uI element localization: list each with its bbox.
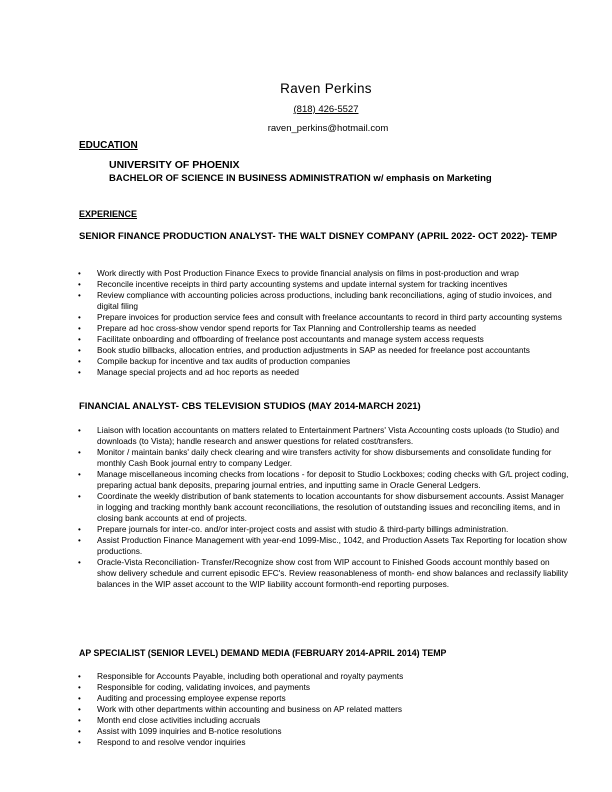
- list-item: • Monitor / maintain banks' daily check clearing and wire transfers activity for show disbursements and consolidate funding for monthly Cash Book journal entry to company Ledger.: [78, 447, 552, 468]
- list-item: • Prepare journals for inter-co. and/or inter-project costs and assist with studio & third-party billings administration.: [78, 524, 509, 534]
- list-item: • Liaison with location accountants on matters related to Entertainment Partners' Vista Accounting costs uploads (to Studio) and downloads (to Vista); handle research and answer questions for related cost/transfers.: [78, 425, 560, 446]
- list-item: • Responsible for coding, validating invoices, and payments: [78, 682, 311, 692]
- job-bullets-demand-media: [0, 671, 571, 748]
- list-item: • Book studio billbacks, allocation entries, and production adjustments in SAP as needed for freelance post accountants: [78, 345, 530, 355]
- job-title-demand-media: AP SPECIALIST (SENIOR LEVEL) DEMAND MEDIA (FEBRUARY 2014-APRIL 2014) TEMP: [79, 648, 447, 658]
- list-item: • Work with other departments within accounting and business on AP related matters: [78, 704, 402, 714]
- list-item: • Prepare invoices for production service fees and consult with freelance accountants to record in third party accounting systems: [78, 312, 562, 322]
- job-title-cbs: FINANCIAL ANALYST- CBS TELEVISION STUDIOS (MAY 2014-MARCH 2021): [79, 401, 421, 412]
- list-item: • Month end close activities including accruals: [78, 715, 261, 725]
- candidate-name: Raven Perkins: [280, 81, 372, 96]
- list-item: • Assist with 1099 inquiries and B-notice resolutions: [78, 726, 282, 736]
- job-title-disney: SENIOR FINANCE PRODUCTION ANALYST- THE WALT DISNEY COMPANY (APRIL 2022- OCT 2022)- TEMP: [79, 231, 558, 242]
- list-item: • Facilitate onboarding and offboarding of freelance post accountants and manage system access requests: [78, 334, 484, 344]
- education-heading: EDUCATION: [79, 140, 138, 151]
- list-item: • Work directly with Post Production Finance Execs to provide financial analysis on films in post-production and wrap: [78, 268, 519, 278]
- list-item: • Assist Production Finance Management with year-end 1099-Misc., 1042, and Production Assets Tax Reporting for location show productions.: [78, 535, 567, 556]
- list-item: • Auditing and processing employee expense reports: [78, 693, 286, 703]
- list-item: • Review compliance with accounting policies across productions, including bank reconciliations, aging of studio invoices, and digital filing: [78, 290, 552, 311]
- list-item: • Compile backup for incentive and tax audits of production companies: [78, 356, 351, 366]
- school-name: UNIVERSITY OF PHOENIX: [109, 159, 240, 171]
- list-item: • Responsible for Accounts Payable, including both operational and royalty payments: [78, 671, 404, 681]
- list-item: • Manage miscellaneous incoming checks from locations - for deposit to Studio Lockboxes; coding checks with G/L project coding, preparing actual bank deposits, preparing journal entries, and inputting same in Oracle General Ledgers.: [78, 469, 569, 490]
- experience-heading: EXPERIENCE: [79, 209, 138, 219]
- degree-name: BACHELOR OF SCIENCE IN BUSINESS ADMINISTRATION w/ emphasis on Marketing: [109, 173, 492, 184]
- list-item: • Manage special projects and ad hoc reports as needed: [78, 367, 300, 377]
- phone-link[interactable]: (818) 426-5527: [293, 104, 359, 115]
- list-item: • Reconcile incentive receipts in third party accounting systems and update internal system for tracking incentives: [78, 279, 508, 289]
- list-item: • Coordinate the weekly distribution of bank statements to location accountants for show disbursement accounts. Assist Manager in logging and tracking monthly bank account reconciliations, the resolution of outstanding issues and reconciling items, and in closing bank accounts at end of projects.: [78, 491, 564, 523]
- list-item: • Respond to and resolve vendor inquiries: [78, 737, 246, 747]
- job-bullets-disney: [0, 268, 571, 378]
- list-item: • Prepare ad hoc cross-show vendor spend reports for Tax Planning and Controllership teams as needed: [78, 323, 476, 333]
- list-item: • Oracle-Vista Reconciliation- Transfer/Recognize show cost from WIP account to Finished Goods account monthly based on show delivery schedule and current episodic EFC's. Review reasonableness of month- end show balances and reclassify liability balances in the WIP asset account to the WIP liability account formonth-end reporting purposes.: [78, 557, 569, 589]
- job-bullets-cbs: [0, 425, 571, 590]
- email-text: raven_perkins@hotmail.com: [267, 123, 389, 134]
